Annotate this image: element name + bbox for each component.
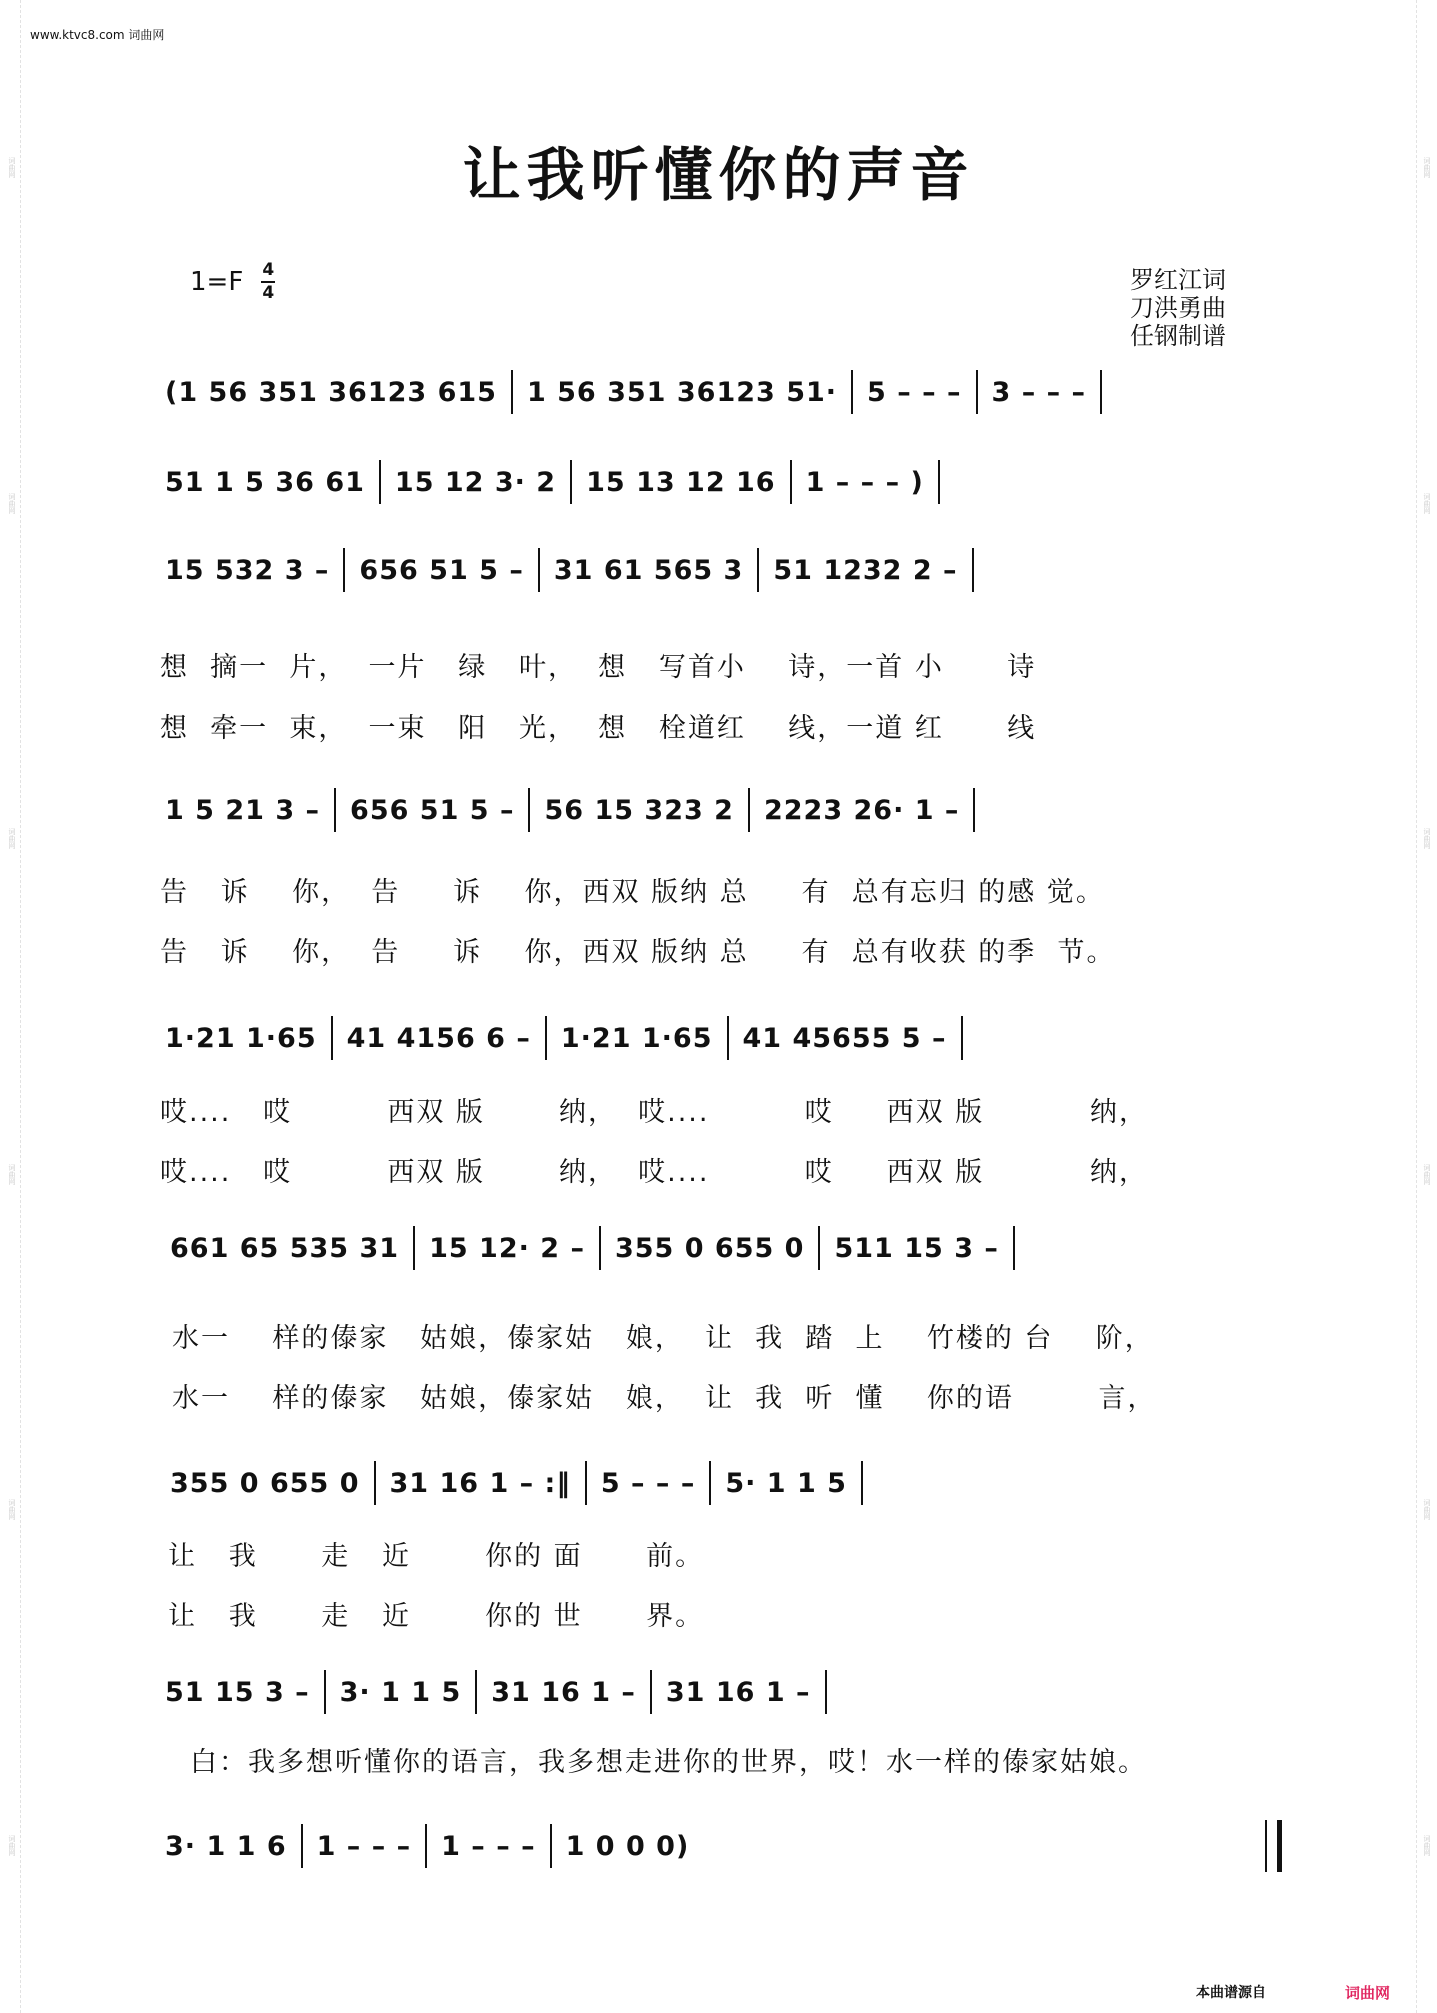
credits — [1130, 266, 1226, 350]
watermark-text: 词曲网 — [1422, 1163, 1431, 1185]
watermark-text: 词曲网 — [1422, 1834, 1431, 1856]
time-sig-top: 4 — [262, 260, 275, 280]
barline — [301, 1824, 303, 1868]
measure: 1 56 351 36123 51· — [526, 376, 838, 408]
watermark-text: 词曲网 — [7, 1499, 16, 1521]
measure: 56 15 323 2 — [544, 794, 734, 826]
time-signature — [261, 262, 275, 302]
lyricist-credit: 罗红江词 — [1130, 266, 1226, 294]
lyric-line: 水一 样的傣家 姑娘，傣家姑 娘， 让 我 听 懂 你的语 言， — [172, 1383, 1157, 1414]
barline — [475, 1670, 477, 1714]
watermark-text: 词曲网 — [7, 828, 16, 850]
lyric-line: 告 诉 你， 告 诉 你，西双 版纳 总 有 总有收获 的季 节。 — [160, 937, 1116, 968]
footer-source-label: 本曲谱源自 — [1196, 1985, 1266, 2001]
score-row-6 — [170, 1228, 1029, 1268]
lyric-line: 告 诉 你， 告 诉 你，西双 版纳 总 有 总有忘归 的感 觉。 — [160, 877, 1105, 908]
barline — [790, 460, 792, 504]
measure: 51 15 3 – — [165, 1676, 310, 1708]
watermark-strip-right — [1416, 0, 1435, 2013]
measure: 1 5 21 3 – — [165, 794, 321, 826]
score-row-8 — [165, 1672, 841, 1712]
score-row-4 — [165, 790, 989, 830]
measure: 41 4156 6 – — [346, 1022, 531, 1054]
barline — [585, 1461, 587, 1505]
barline — [938, 460, 940, 504]
measure: 41 45655 5 – — [742, 1022, 947, 1054]
lyric-line: 让 我 走 近 你的 世 界。 — [168, 1601, 705, 1632]
measure: 15 12· 2 – — [429, 1232, 585, 1264]
measure: 1 – – – — [441, 1830, 536, 1862]
composer-credit: 刀洪勇曲 — [1130, 294, 1226, 322]
spoken-line: 白：我多想听懂你的语言，我多想走进你的世界，哎！水一样的傣家姑娘。 — [190, 1747, 1147, 1778]
score-row-2 — [165, 462, 954, 502]
watermark-text: 词曲网 — [7, 157, 16, 179]
barline — [825, 1670, 827, 1714]
barline — [972, 548, 974, 592]
measure: 15 532 3 – — [165, 554, 330, 586]
measure: 5 – – – — [600, 1467, 696, 1499]
watermark-text: 词曲网 — [7, 1163, 16, 1185]
measure: 5 – – – — [867, 376, 962, 408]
barline — [343, 548, 345, 592]
measure: 2223 26· 1 – — [763, 794, 960, 826]
site-header[interactable]: www.ktvc8.com 词曲网 — [30, 28, 165, 42]
score-row-5 — [165, 1018, 977, 1058]
barline — [538, 548, 540, 592]
watermark-strip-left — [2, 0, 21, 2013]
watermark-text: 词曲网 — [7, 1834, 16, 1856]
barline — [570, 460, 572, 504]
barline — [650, 1670, 652, 1714]
measure: 51 1 5 36 61 — [165, 466, 365, 498]
barline — [861, 1461, 863, 1505]
measure: 1 0 0 0) — [565, 1830, 690, 1862]
measure: 511 15 3 – — [834, 1232, 999, 1264]
watermark-text: 词曲网 — [1422, 492, 1431, 514]
barline — [528, 788, 530, 832]
song-title: 让我听懂你的声音 — [462, 141, 975, 209]
measure: 1·21 1·65 — [165, 1022, 317, 1054]
barline — [727, 1016, 729, 1060]
barline — [545, 1016, 547, 1060]
barline — [511, 370, 513, 414]
watermark-text: 词曲网 — [1422, 828, 1431, 850]
measure: 5· 1 1 5 — [725, 1467, 847, 1499]
measure: 1 – – – ) — [805, 466, 924, 498]
barline — [757, 548, 759, 592]
barline — [379, 460, 381, 504]
measure: 1·21 1·65 — [560, 1022, 713, 1054]
measure: 355 0 655 0 — [170, 1467, 360, 1499]
arranger-credit: 任钢制谱 — [1130, 322, 1226, 350]
barline — [976, 370, 978, 414]
barline — [331, 1016, 333, 1060]
barline — [709, 1461, 711, 1505]
barline — [1013, 1226, 1015, 1270]
measure: 31 16 1 – — [665, 1676, 811, 1708]
lyric-line: 哎.... 哎 西双 版 纳， 哎.... 哎 西双 版 纳， — [160, 1097, 1149, 1128]
time-sig-bottom: 4 — [262, 283, 275, 303]
barline — [599, 1226, 601, 1270]
barline — [973, 788, 975, 832]
barline — [550, 1824, 552, 1868]
watermark-text: 词曲网 — [1422, 157, 1431, 179]
barline — [425, 1824, 427, 1868]
key-signature — [190, 262, 275, 302]
lyric-line: 让 我 走 近 你的 面 前。 — [168, 1541, 705, 1572]
barline — [961, 1016, 963, 1060]
barline — [818, 1226, 820, 1270]
barline — [324, 1670, 326, 1714]
barline — [334, 788, 336, 832]
measure: 355 0 655 0 — [614, 1232, 805, 1264]
measure: 3· 1 1 6 — [165, 1830, 287, 1862]
measure: 31 16 1 – — [491, 1676, 636, 1708]
measure: 51 1232 2 – — [773, 554, 958, 586]
score-row-3 — [165, 550, 988, 590]
barline — [851, 370, 853, 414]
measure: 31 16 1 – :‖ — [389, 1467, 571, 1499]
measure: 656 51 5 – — [359, 554, 524, 586]
measure: 15 13 12 16 — [586, 466, 776, 498]
barline — [748, 788, 750, 832]
measure: 3· 1 1 5 — [339, 1676, 462, 1708]
measure: 661 65 535 31 — [170, 1232, 400, 1264]
final-barline — [1265, 1820, 1282, 1872]
measure: 656 51 5 – — [350, 794, 515, 826]
barline — [413, 1226, 415, 1270]
score-row-1 — [165, 372, 1116, 412]
watermark-text: 词曲网 — [1422, 1499, 1431, 1521]
measure: 1 – – – — [316, 1830, 412, 1862]
lyric-line: 想 牵一 束， 一束 阳 光， 想 栓道红 线，一道 红 线 — [160, 713, 1037, 744]
lyric-line: 哎.... 哎 西双 版 纳， 哎.... 哎 西双 版 纳， — [160, 1157, 1149, 1188]
measure: 31 61 565 3 — [553, 554, 744, 586]
barline — [1100, 370, 1102, 414]
key-label: 1=F — [190, 267, 244, 297]
watermark-text: 词曲网 — [7, 492, 16, 514]
lyric-line: 水一 样的傣家 姑娘，傣家姑 娘， 让 我 踏 上 竹楼的 台 阶， — [172, 1323, 1154, 1354]
barline — [374, 1461, 376, 1505]
measure: (1 56 351 36123 615 — [165, 376, 497, 408]
footer-brand-link[interactable]: 词曲网 — [1345, 1984, 1391, 2002]
measure: 3 – – – — [991, 376, 1087, 408]
score-row-9 — [165, 1826, 689, 1866]
measure: 15 12 3· 2 — [394, 466, 557, 498]
lyric-line: 想 摘一 片， 一片 绿 叶， 想 写首小 诗，一首 小 诗 — [160, 652, 1037, 683]
score-row-7 — [170, 1463, 877, 1503]
